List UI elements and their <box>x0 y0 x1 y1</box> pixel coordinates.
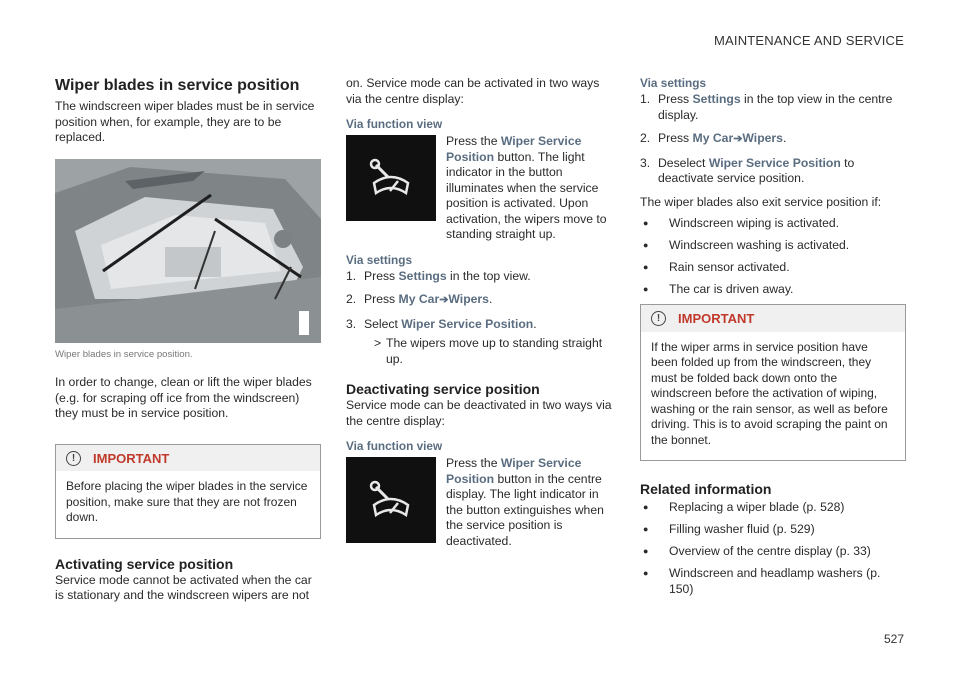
function-view-deactivate-text: Press the Wiper Service Position button in the centre display. The light indicator in the button extinguishes when the service position is deactivated. <box>446 456 604 548</box>
via-settings-heading: Via settings <box>346 252 413 267</box>
wiper-service-icon <box>366 153 416 203</box>
related-link[interactable]: ● Overview of the centre display (p. 33) <box>640 544 906 560</box>
via-function-view-heading: Via function view <box>346 117 443 131</box>
running-header: MAINTENANCE AND SERVICE <box>713 33 904 48</box>
page-title: Wiper blades in service position <box>55 77 300 94</box>
image-caption: Wiper blades in service position. <box>55 348 193 360</box>
deactivating-heading: Deactivating service position <box>346 381 540 397</box>
important-box-2 <box>640 304 906 461</box>
list-item: ● The car is driven away. <box>640 282 906 298</box>
bullet-icon: ● <box>643 262 649 272</box>
activating-heading: Activating service position <box>55 555 234 572</box>
important-text: If the wiper arms in service position have been folded up from the windscreen, they must be folded back down onto the windscreen before the activation of wiping, washing or the rain sensor, as well as before driving. This is to avoid scraping the paint on the bonnet. <box>651 339 888 447</box>
deactivating-text: Service mode can be deactivated in two ways via the centre display: <box>346 398 612 428</box>
bullet-icon: ● <box>643 546 649 556</box>
wiper-service-position-label: Wiper Service Position <box>446 456 582 486</box>
bullet-icon: ● <box>643 502 649 512</box>
wiper-service-button-image-2 <box>346 457 436 543</box>
list-item: 2. Press My Car➔Wipers. <box>346 292 493 306</box>
important-box <box>55 444 321 539</box>
page-number: 527 <box>883 632 904 646</box>
via-settings-heading-2: Via settings <box>640 76 707 90</box>
related-link[interactable]: ● Windscreen and headlamp washers (p. 150) <box>640 566 906 597</box>
column-3 <box>640 76 906 604</box>
related-link[interactable]: ● Replacing a wiper blade (p. 528) <box>640 500 906 516</box>
list-item: ● Windscreen wiping is activated. <box>640 216 906 232</box>
related-links-list <box>640 500 906 597</box>
exclamation-circle-icon: ! <box>66 451 81 466</box>
activate-steps <box>346 269 612 333</box>
list-item: 1. Press Settings in the top view in the centre display. <box>640 92 893 122</box>
wiper-service-icon <box>366 475 416 525</box>
continued-text: on. Service mode can be activated in two ways via the centre display: <box>346 76 600 106</box>
deactivate-steps <box>640 92 906 187</box>
car-windscreen-illustration <box>55 159 321 343</box>
related-information-heading: Related information <box>640 481 772 497</box>
list-item: ● Rain sensor activated. <box>640 260 906 276</box>
wiper-service-photo <box>55 159 321 343</box>
bullet-icon: ● <box>643 568 649 578</box>
list-item: 2. Press My Car➔Wipers. <box>640 131 787 145</box>
activating-text: Service mode cannot be activated when the car is stationary and the windscreen wipers are not <box>55 572 312 602</box>
list-item: 3. Select Wiper Service Position. <box>346 316 537 331</box>
bullet-icon: ● <box>643 218 649 228</box>
exit-intro: The wiper blades also exit service position if: <box>640 194 882 209</box>
exit-conditions-list <box>640 216 906 298</box>
list-item: ● Windscreen washing is activated. <box>640 238 906 254</box>
important-label: IMPORTANT <box>93 450 170 466</box>
service-position-text: In order to change, clean or lift the wiper blades (e.g. for scraping off ice from the windscreen) they must be in service position. <box>55 375 312 420</box>
bullet-icon: ● <box>643 284 649 294</box>
wiper-service-position-label: Wiper Service Position <box>446 134 582 164</box>
column-1 <box>55 76 321 604</box>
bullet-icon: ● <box>643 524 649 534</box>
bullet-icon: ● <box>643 240 649 250</box>
related-link[interactable]: ● Filling washer fluid (p. 529) <box>640 522 906 538</box>
important-label: IMPORTANT <box>678 311 755 326</box>
list-item: 1. Press Settings in the top view. <box>346 268 531 283</box>
arrow-right-icon: ➔ <box>733 133 743 145</box>
intro-text: The windscreen wiper blades must be in service position when, for example, they are to be replaced. <box>55 99 315 144</box>
function-view-activate-text: Press the Wiper Service Position button. The light indicator in the button illuminates when the service position is activated. Upon activation, the wipers move to standing straight up. <box>446 134 607 241</box>
list-item: 3. Deselect Wiper Service Position to deactivate service position. <box>640 155 855 185</box>
via-function-view-heading-2: Via function view <box>346 439 443 453</box>
exclamation-circle-icon: ! <box>651 311 666 326</box>
important-text: Before placing the wiper blades in the service position, make sure that they are not frozen down. <box>66 479 308 524</box>
column-2 <box>346 76 612 549</box>
step-result: > The wipers move up to standing straight up. <box>374 336 603 366</box>
arrow-right-icon: ➔ <box>439 294 449 306</box>
wiper-service-button-image <box>346 135 436 221</box>
